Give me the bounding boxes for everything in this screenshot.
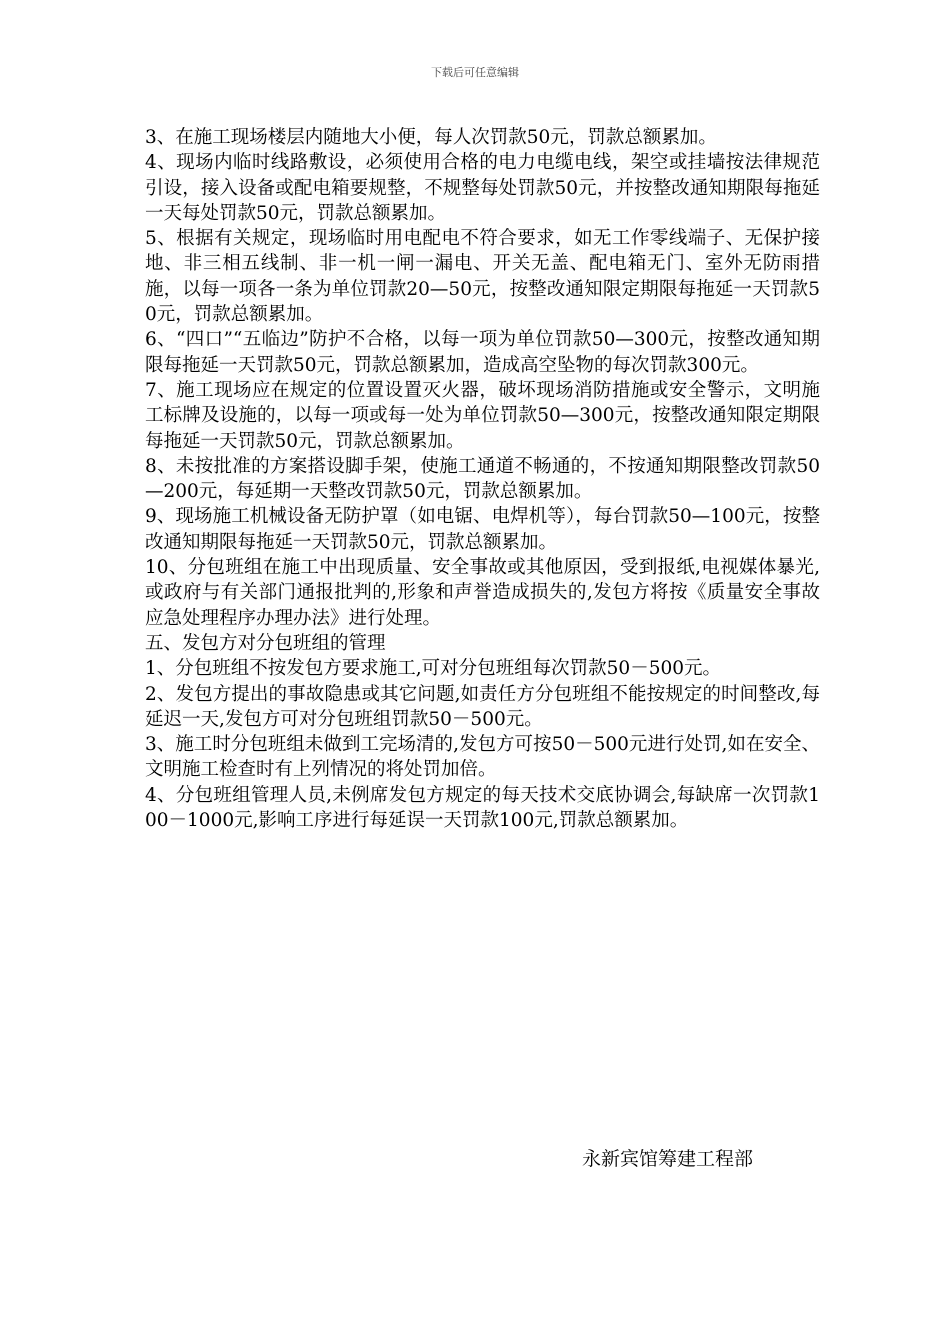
paragraph-item-10: 10、分包班组在施工中出现质量、安全事故或其他原因，受到报纸,电视媒体暴光,或政府与有关部门通报批判的,形象和声誉造成损失的,发包方将按《质量安全事故应急处理程序办理办法》进行处理。 [145, 557, 820, 629]
paragraph-item-5: 5、根据有关规定，现场临时用电配电不符合要求，如无工作零线端子、无保护接地、非三相五线制、非一机一闸一漏电、开关无盖、配电箱无门、室外无防雨措施，以每一项各一条为单位罚款20—50元，按整改通知限定期限每拖延一天罚款50元，罚款总额累加。 [145, 228, 820, 326]
management-item-1: 1、分包班组不按发包方要求施工,可对分包班组每次罚款50－500元。 [145, 658, 722, 680]
paragraph-item-8: 8、未按批准的方案搭设脚手架，使施工通道不畅通的，不按通知期限整改罚款50—200元，每延期一天整改罚款50元，罚款总额累加。 [145, 455, 820, 503]
management-item-4: 4、分包班组管理人员,未例席发包方规定的每天技术交底协调会,每缺席一次罚款100－1000元,影响工序进行每延误一天罚款100元,罚款总额累加。 [145, 784, 820, 832]
paragraph-item-7: 7、施工现场应在规定的位置设置灭火器，破坏现场消防措施或安全警示，文明施工标牌及设施的，以每一项或每一处为单位罚款50—300元，按整改通知限定期限每拖延一天罚款50元，罚款总额累加。 [145, 379, 820, 452]
signature-issuer: 永新宾馆筹建工程部 [582, 1148, 754, 1170]
paragraph-item-6: 6、“四口”“五临边”防护不合格，以每一项为单位罚款50—300元，按整改通知期限每拖延一天罚款50元，罚款总额累加，造成高空坠物的每次罚款300元。 [145, 329, 820, 376]
section-heading-five: 五、发包方对分包班组的管理 [145, 632, 386, 654]
paragraph-item-9: 9、现场施工机械设备无防护罩（如电锯、电焊机等），每台罚款50—100元，按整改通知期限每拖延一天罚款50元，罚款总额累加。 [145, 506, 820, 553]
management-item-2: 2、发包方提出的事故隐患或其它问题,如责任方分包班组不能按规定的时间整改,每延迟一天,发包方可对分包班组罚款50－500元。 [145, 683, 820, 730]
paragraph-item-4: 4、现场内临时线路敷设，必须使用合格的电力电缆电线，架空或挂墙按法律规范引设，接入设备或配电箱要规整，不规整每处罚款50元，并按整改通知期限每拖延一天每处罚款50元，罚款总额累加。 [145, 152, 820, 224]
paragraph-item-3: 3、在施工现场楼层内随地大小便，每人次罚款50元，罚款总额累加。 [145, 127, 717, 148]
management-item-3: 3、施工时分包班组未做到工完场清的,发包方可按50－500元进行处罚,如在安全、文明施工检查时有上列情况的将处罚加倍。 [145, 734, 820, 781]
page-header-note: 下载后可任意编辑 [431, 66, 519, 79]
document-body [145, 125, 820, 833]
